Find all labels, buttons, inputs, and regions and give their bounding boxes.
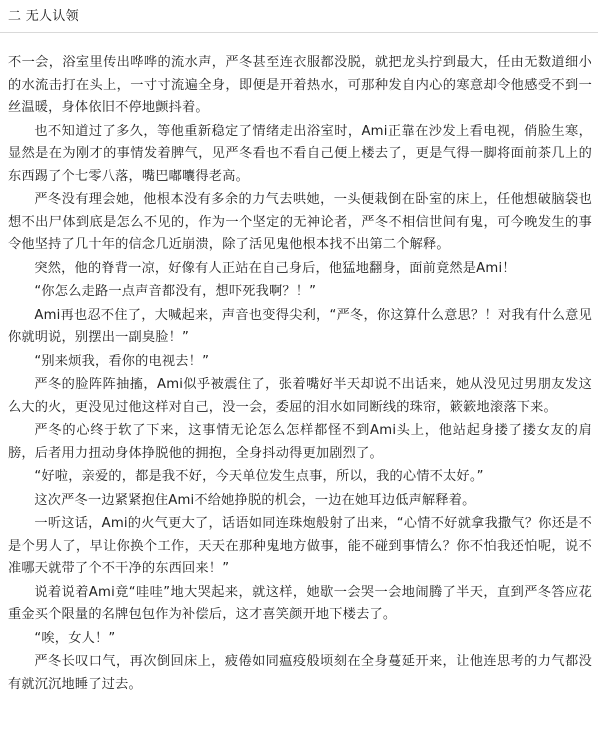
paragraph: 不一会，浴室里传出哗哗的流水声，严冬甚至连衣服都没脱，就把龙头拧到最大，任由无数道细小的水流击打在头上，一寸寸流遍全身，即便是开着热水，可那种发自内心的寒意却令他感受不到一丝温暖，身体依旧不停地颤抖着。 xyxy=(8,55,592,115)
paragraph: 一听这话，Ami的火气更大了，话语如同连珠炮般射了出来，“心情不好就拿我撒气？你还是不是个男人了，早让你换个工作，天天在那种鬼地方做事，能不碰到事情么？你不怕我还怕呢，说不准哪天就带了个不干净的东西回来！” xyxy=(8,516,592,576)
paragraph: “你怎么走路一点声音都没有，想吓死我啊？！” xyxy=(34,284,317,299)
paragraph: “唉，女人！” xyxy=(34,630,116,646)
paragraph: “别来烦我，看你的电视去！” xyxy=(34,353,210,369)
chapter-title: 二 无人认领 xyxy=(8,9,79,24)
paragraph: 这次严冬一边紧紧抱住Ami不给她挣脱的机会，一边在她耳边低声解释着。 xyxy=(34,492,476,508)
paragraph: 突然，他的脊背一凉，好像有人正站在自己身后，他猛地翻身，面前竟然是Ami！ xyxy=(34,260,516,276)
paragraph: 严冬的心终于软了下来，这事情无论怎么怎样都怪不到Ami头上，他站起身搂了搂女友的肩膀，后者用力扭动身体挣脱他的拥抱，全身抖动得更加剧烈了。 xyxy=(8,423,592,461)
paragraph: 也不知道过了多久，等他重新稳定了情绪走出浴室时，Ami正靠在沙发上看电视，俏脸生寒，显然是在为刚才的事情发着脾气，见严冬看也不看自己便上楼去了，更是气得一脚将面前茶几上的东西踢了个七零八落，嘴巴嘟囔得老高。 xyxy=(8,123,592,184)
paragraph: 严冬长叹口气，再次倒回床上，疲倦如同瘟疫般顷刻在全身蔓延开来，让他连思考的力气都没有就沉沉地睡了过去。 xyxy=(8,654,592,692)
title-divider xyxy=(0,32,598,33)
paragraph: Ami再也忍不住了，大喊起来，声音也变得尖利，“严冬，你这算什么意思？！对我有什么意见你就明说，别摆出一副臭脸！” xyxy=(8,307,592,345)
chapter-body xyxy=(8,52,592,696)
paragraph: 严冬没有理会她，他根本没有多余的力气去哄她，一头便栽倒在卧室的床上，任他想破脑袋也想不出尸体到底是怎么不见的，作为一个坚定的无神论者，严冬不相信世间有鬼，可今晚发生的事令他坚持了几十年的信念几近崩溃，除了活见鬼他根本找不出第二个解释。 xyxy=(8,192,592,252)
paragraph: 严冬的脸阵阵抽搐，Ami似乎被震住了，张着嘴好半天却说不出话来，她从没见过男朋友发这么大的火，更没见过他这样对自己，没一会，委屈的泪水如同断线的珠帘，簌簌地滚落下来。 xyxy=(8,377,592,415)
paragraph: “好啦，亲爱的，都是我不好，今天单位发生点事，所以，我的心情不太好。” xyxy=(34,469,484,484)
paragraph: 说着说着Ami竟“哇哇”地大哭起来，就这样，她歇一会哭一会地闹腾了半天，直到严冬答应花重金买个限量的名牌包包作为补偿后，这才喜笑颜开地下楼去了。 xyxy=(8,584,592,622)
